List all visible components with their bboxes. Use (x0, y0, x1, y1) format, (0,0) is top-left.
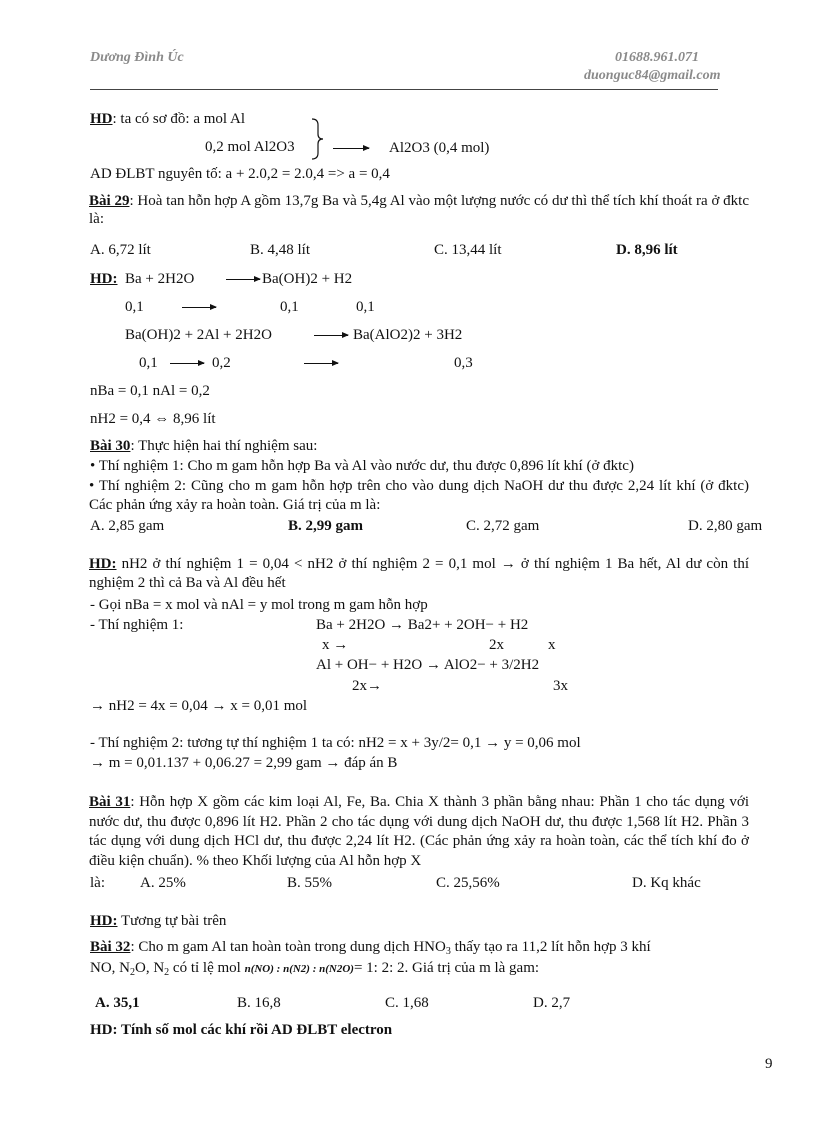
hd29-r2a: Ba(OH)2 + 2Al + 2H2O (125, 327, 272, 343)
b32-ratio-terms: n(NO) : n(N2) : n(N2O) (244, 963, 354, 975)
b31-la: là: (90, 875, 105, 891)
b32-sub3: 3 (445, 946, 451, 957)
b32-line2 (90, 958, 539, 983)
header-phone: 01688.961.071 (615, 50, 699, 65)
hd28-line3: AD ĐLBT nguyên tố: a + 2.0,2 = 2.0,4 => a = 0,4 (90, 166, 390, 182)
b30-tn2: • Thí nghiệm 2: Cũng cho m gam hỗn hợp trên cho vào dung dịch NaOH dư thu được 2,24 lít khí (ở đktc) Các phản ứng xảy ra hoàn toàn. Giá trị của m là: (89, 478, 749, 513)
b30-intro: : Thực hiện hai thí nghiệm sau: (130, 438, 318, 454)
b29-option-a: A. 6,72 lít (90, 242, 151, 258)
b30-option-b: B. 2,99 gam (288, 518, 363, 534)
brace-icon (310, 118, 326, 160)
b29-option-c: C. 13,44 lít (434, 242, 502, 258)
b29-option-d: D. 8,96 lít (616, 242, 678, 258)
header-author: Dương Đình Úc (90, 50, 184, 65)
b31-option-c: C. 25,56% (436, 875, 500, 891)
arrow-icon (182, 307, 216, 308)
hd28-line1-text: : ta có sơ đồ: a mol Al (112, 111, 246, 127)
header-rule (90, 89, 718, 90)
hd30-l3b: Ba + 2H2O → Ba2+ + 2OH− + H2 (316, 617, 529, 633)
b32-label: Bài 32 (90, 939, 131, 955)
hd30-l4b: 2x (489, 637, 504, 653)
hd31-text: Tương tự bài trên (117, 913, 227, 929)
hd29-n1: nBa = 0,1 nAl = 0,2 (90, 383, 210, 399)
hd30-l6b: 3x (553, 678, 568, 694)
hd28-product: Al2O3 (0,4 mol) (389, 140, 490, 156)
b32-t4: O, N (135, 960, 165, 976)
hd28-line1 (90, 109, 245, 129)
hd29-r1b: Ba(OH)2 + H2 (262, 271, 353, 287)
arrow-icon (226, 279, 260, 280)
arrow-icon (314, 335, 348, 336)
hd31-label: HD: (90, 913, 118, 929)
hd29-r1a: Ba + 2H2O (125, 271, 195, 287)
b31-question (89, 793, 749, 871)
b32-t5: có tỉ lệ mol (169, 960, 245, 976)
hd29-m2a: 0,1 (139, 355, 158, 371)
b29-text: : Hoà tan hỗn hợp A gồm 13,7g Ba và 5,4g Al vào một lượng nước có dư thì thể tích khí thoát ra ở đktc là: (89, 193, 749, 227)
b32-sub2a: 2 (130, 967, 135, 978)
hd30-l4c: x (548, 637, 556, 653)
hd29-n2: nH2 = 0,4 ⇔ 8,96 lít (90, 411, 216, 427)
hd32-line: HD: Tính số mol các khí rồi AD ĐLBT electron (90, 1022, 393, 1038)
b31-label: Bài 31 (89, 794, 131, 810)
b32-option-a: A. 35,1 (95, 995, 140, 1011)
arrow-icon (170, 363, 204, 364)
b32-t6: = 1: 2: 2. Giá trị của m là gam: (353, 960, 540, 976)
arrow-icon (333, 148, 369, 149)
hd28-label: HD (90, 111, 113, 127)
b30-option-a: A. 2,85 gam (90, 518, 165, 534)
hd30-l1: nH2 ở thí nghiệm 1 = 0,04 < nH2 ở thí nghiệm 2 = 0,1 mol → ở thí nghiệm 1 Ba hết, Al dư còn thí nghiệm 2 thì cả Ba và Al đều hết (89, 556, 749, 591)
hd30-l5: Al + OH− + H2O → AlO2− + 3/2H2 (316, 657, 540, 673)
hd29-m2c: 0,3 (454, 355, 473, 371)
hd29-m1b: 0,1 (280, 299, 299, 315)
hd30-l3a: - Thí nghiệm 1: (90, 617, 184, 633)
hd31-line (90, 911, 226, 931)
hd29-m1c: 0,1 (356, 299, 375, 315)
b29-option-b: B. 4,48 lít (250, 242, 311, 258)
b30-label: Bài 30 (90, 438, 131, 454)
page-number: 9 (765, 1056, 773, 1072)
hd28-line2: 0,2 mol Al2O3 (205, 139, 295, 155)
hd30-l6a: 2x→ (352, 678, 382, 694)
b32-option-c: C. 1,68 (385, 995, 429, 1011)
header-email: duonguc84@gmail.com (584, 68, 721, 83)
b32-sub2b: 2 (164, 967, 170, 978)
b29-label: Bài 29 (89, 193, 130, 209)
hd29-r2b: Ba(AlO2)2 + 3H2 (353, 327, 463, 343)
hd29-label: HD: (90, 271, 118, 287)
b32-option-b: B. 16,8 (237, 995, 281, 1011)
hd30-intro (89, 555, 749, 593)
b32-t1: : Cho m gam Al tan hoàn toàn trong dung dịch HNO (130, 939, 446, 955)
hd29-m2b: 0,2 (212, 355, 231, 371)
b32-t2: thấy tạo ra 11,2 lít hỗn hợp 3 khí (450, 939, 651, 955)
b31-option-a: A. 25% (140, 875, 186, 891)
b30-option-c: C. 2,72 gam (466, 518, 540, 534)
hd30-l7: → nH2 = 4x = 0,04 → x = 0,01 mol (90, 698, 308, 714)
b32-option-d: D. 2,7 (533, 995, 571, 1011)
b31-option-b: B. 55% (287, 875, 332, 891)
hd30-l2: - Gọi nBa = x mol và nAl = y mol trong m gam hỗn hợp (90, 597, 428, 613)
b30-intro-line (90, 436, 317, 456)
b29-question (89, 192, 749, 228)
b30-tn1: • Thí nghiệm 1: Cho m gam hỗn hợp Ba và Al vào nước dư, thu được 0,896 lít khí (ở đktc) (90, 458, 634, 474)
hd30-label: HD: (89, 556, 117, 572)
hd29-m1a: 0,1 (125, 299, 144, 315)
b32-t3: NO, N (90, 960, 130, 976)
hd30-l9: → m = 0,01.137 + 0,06.27 = 2,99 gam → đáp án B (90, 755, 398, 771)
arrow-icon (304, 363, 338, 364)
hd30-l4a: x → (322, 637, 349, 653)
b31-option-d: D. Kq khác (632, 875, 701, 891)
b30-option-d: D. 2,80 gam (688, 518, 763, 534)
b31-text: : Hỗn hợp X gồm các kim loại Al, Fe, Ba. Chia X thành 3 phần bằng nhau: Phần 1 cho tác dụng với nước dư, thu được 0,896 lít H2. Phần 2 cho tác dụng với dung dịch NaOH dư, thu được 1,568 lít H2. Phần 3 tác dụng với dung dịch HCl dư, thu được 2,24 lít H2. (Các phản ứng xảy ra hoàn toàn, các thể tích khí đo ở điều kiện chuẩn). % theo Khối lượng của Al hỗn hợp X (89, 794, 749, 869)
hd30-l8: - Thí nghiệm 2: tương tự thí nghiệm 1 ta có: nH2 = x + 3y/2= 0,1 → y = 0,06 mol (90, 735, 581, 751)
